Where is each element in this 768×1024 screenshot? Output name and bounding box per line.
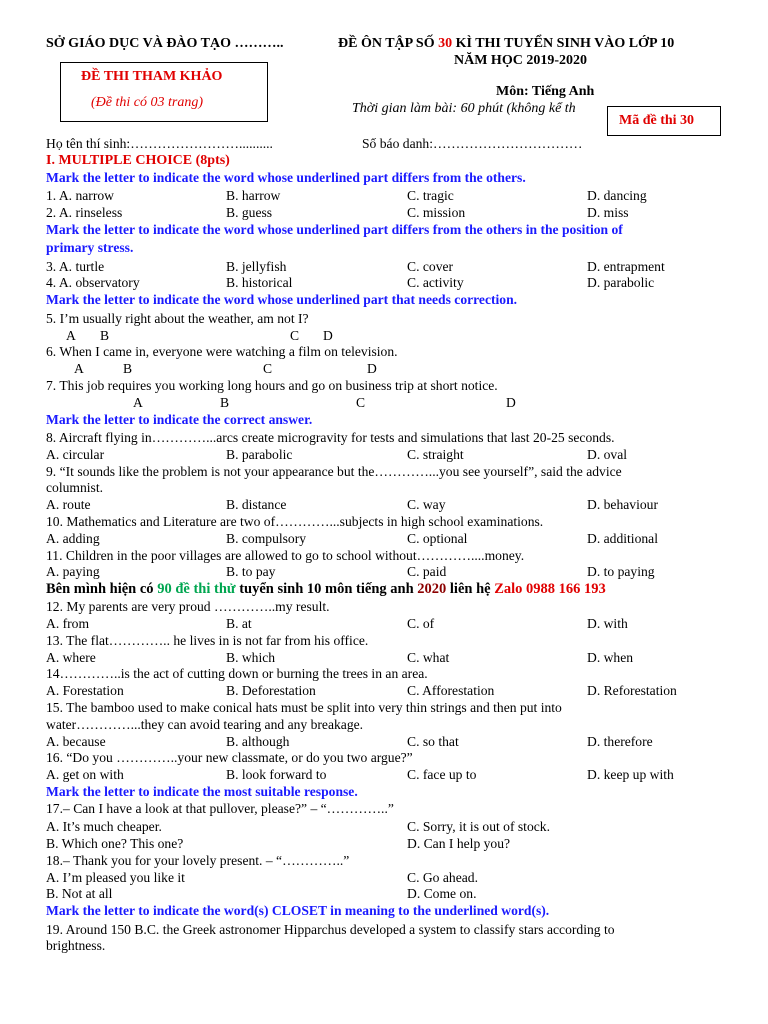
q15-stem: 15. The bamboo used to make conical hats must be split into very thin strings and then put into xyxy=(46,700,562,715)
q8-a: A. circular xyxy=(46,447,105,462)
q14-c: C. Afforestation xyxy=(407,683,495,698)
section-title: I. MULTIPLE CHOICE (8pts) xyxy=(46,153,230,168)
reference-box xyxy=(60,62,268,122)
q8-stem: 8. Aircraft flying in…………...arcs create microgravity for tests and simulations that last 20-25 seconds. xyxy=(46,430,615,445)
q3-a: 3. A. turtle xyxy=(46,259,105,274)
instruction-synonym: Mark the letter to indicate the word(s) CLOSET in meaning to the underlined word(s). xyxy=(46,903,550,918)
page-count: (Đề thi có 03 trang) xyxy=(91,95,203,110)
q9-b: B. distance xyxy=(226,497,287,512)
q15-stem-cont: water…………...they can avoid tearing and any breakage. xyxy=(46,717,364,732)
q12-a: A. from xyxy=(46,616,90,631)
q15-a: A. because xyxy=(46,734,106,749)
q7-stem: 7. This job requires you working long hours and go on business trip at short notice. xyxy=(46,378,498,393)
q2-c: C. mission xyxy=(407,205,466,220)
q14-a: A. Forestation xyxy=(46,683,124,698)
q16-b: B. look forward to xyxy=(226,767,327,782)
q16-stem: 16. “Do you …………..your new classmate, or do you two argue?” xyxy=(46,750,413,765)
reference-title: ĐỀ THI THAM KHẢO xyxy=(81,69,223,84)
q12-d: D. with xyxy=(587,616,628,631)
q5-letter-d: D xyxy=(323,328,333,343)
q6-stem: 6. When I came in, everyone were watching a film on television. xyxy=(46,344,398,359)
q18-a: A. I’m pleased you like it xyxy=(46,870,185,885)
promo-banner: Bên mình hiện có 90 đề thi thử tuyển sinh 10 môn tiếng anh 2020 liên hệ Zalo 0988 166 193 xyxy=(46,581,606,597)
q10-d: D. additional xyxy=(587,531,658,546)
q11-b: B. to pay xyxy=(226,564,276,579)
q19-stem-cont: brightness. xyxy=(46,938,106,953)
q6-letter-b: B xyxy=(123,361,133,376)
q15-c: C. so that xyxy=(407,734,459,749)
instruction-correction: Mark the letter to indicate the word whose underlined part that needs correction. xyxy=(46,292,518,307)
q16-d: D. keep up with xyxy=(587,767,674,782)
q4-a: 4. A. observatory xyxy=(46,275,140,290)
q7-letter-b: B xyxy=(220,395,230,410)
instruction-stress-1: Mark the letter to indicate the word whose underlined part differs from the others in the position of xyxy=(46,222,623,237)
q4-b: B. historical xyxy=(226,275,293,290)
q13-b: B. which xyxy=(226,650,276,665)
department: SỞ GIÁO DỤC VÀ ĐÀO TẠO ……….. xyxy=(46,36,284,51)
q7-letter-d: D xyxy=(506,395,516,410)
candidate-name-field: Họ tên thí sinh:…………………….......... xyxy=(46,136,273,151)
q6-letter-c: C xyxy=(263,361,273,376)
q12-stem: 12. My parents are very proud …………..my result. xyxy=(46,599,330,614)
q18-stem: 18.– Thank you for your lovely present. – “…………..” xyxy=(46,853,350,868)
q13-a: A. where xyxy=(46,650,96,665)
q4-c: C. activity xyxy=(407,275,464,290)
q11-c: C. paid xyxy=(407,564,447,579)
q10-stem: 10. Mathematics and Literature are two of…………...subjects in high school examinations. xyxy=(46,514,544,529)
q15-d: D. therefore xyxy=(587,734,653,749)
q5-stem: 5. I’m usually right about the weather, am not I? xyxy=(46,311,309,326)
q8-c: C. straight xyxy=(407,447,464,462)
q1-a: 1. A. narrow xyxy=(46,188,114,203)
q13-stem: 13. The flat………….. he lives in is not far from his office. xyxy=(46,633,369,648)
q11-stem: 11. Children in the poor villages are allowed to go to school without…………....money. xyxy=(46,548,525,563)
q9-c: C. way xyxy=(407,497,446,512)
q12-b: B. at xyxy=(226,616,252,631)
q3-c: C. cover xyxy=(407,259,454,274)
q7-letter-c: C xyxy=(356,395,366,410)
instruction-stress-2: primary stress. xyxy=(46,240,134,255)
q17-stem: 17.– Can I have a look at that pullover, please?” – “…………..” xyxy=(46,801,394,816)
q9-a: A. route xyxy=(46,497,91,512)
exam-code: Mã đề thi 30 xyxy=(619,113,695,128)
q3-d: D. entrapment xyxy=(587,259,665,274)
q13-d: D. when xyxy=(587,650,634,665)
q7-letter-a: A xyxy=(133,395,143,410)
q6-letter-d: D xyxy=(367,361,377,376)
q1-c: C. tragic xyxy=(407,188,454,203)
q5-letter-a: A xyxy=(66,328,76,343)
q3-b: B. jellyfish xyxy=(226,259,287,274)
q10-c: C. optional xyxy=(407,531,468,546)
q2-d: D. miss xyxy=(587,205,629,220)
instruction-correct-answer: Mark the letter to indicate the correct answer. xyxy=(46,412,313,427)
q17-b: B. Which one? This one? xyxy=(46,836,184,851)
q9-stem: 9. “It sounds like the problem is not your appearance but the…………...you see yourself”, said the advice xyxy=(46,464,622,479)
time-limit: Thời gian làm bài: 60 phút (không kể th xyxy=(352,101,576,116)
q16-c: C. face up to xyxy=(407,767,477,782)
instruction-response: Mark the letter to indicate the most suitable response. xyxy=(46,784,358,799)
q9-stem-cont: columnist. xyxy=(46,480,104,495)
q1-b: B. harrow xyxy=(226,188,281,203)
q8-b: B. parabolic xyxy=(226,447,293,462)
q18-d: D. Come on. xyxy=(407,886,477,901)
q17-a: A. It’s much cheaper. xyxy=(46,819,162,834)
q19-stem: 19. Around 150 B.C. the Greek astronomer Hipparchus developed a system to classify stars according to xyxy=(46,922,615,937)
q10-b: B. compulsory xyxy=(226,531,307,546)
q17-c: C. Sorry, it is out of stock. xyxy=(407,819,550,834)
q5-letter-b: B xyxy=(100,328,110,343)
q14-d: D. Reforestation xyxy=(587,683,677,698)
q10-a: A. adding xyxy=(46,531,100,546)
school-year: NĂM HỌC 2019-2020 xyxy=(454,53,587,68)
q5-letter-c: C xyxy=(290,328,300,343)
q2-b: B. guess xyxy=(226,205,273,220)
exam-code-box xyxy=(607,106,721,136)
candidate-number-field: Số báo danh:…………………………… xyxy=(362,136,583,151)
q11-d: D. to paying xyxy=(587,564,655,579)
subject: Môn: Tiếng Anh xyxy=(496,84,595,99)
q18-b: B. Not at all xyxy=(46,886,113,901)
q12-c: C. of xyxy=(407,616,435,631)
q14-b: B. Deforestation xyxy=(226,683,316,698)
q4-d: D. parabolic xyxy=(587,275,655,290)
q17-d: D. Can I help you? xyxy=(407,836,511,851)
q8-d: D. oval xyxy=(587,447,628,462)
exam-title: ĐỀ ÔN TẬP SỐ 30 KÌ THI TUYỂN SINH VÀO LỚP 10 xyxy=(338,36,675,51)
q18-c: C. Go ahead. xyxy=(407,870,478,885)
q6-letter-a: A xyxy=(74,361,84,376)
q13-c: C. what xyxy=(407,650,450,665)
q1-d: D. dancing xyxy=(587,188,647,203)
q2-a: 2. A. rinseless xyxy=(46,205,123,220)
q9-d: D. behaviour xyxy=(587,497,658,512)
instruction-pronunciation: Mark the letter to indicate the word whose underlined part differs from the others. xyxy=(46,170,526,185)
q16-a: A. get on with xyxy=(46,767,124,782)
q14-stem: 14…………..is the act of cutting down or burning the trees in an area. xyxy=(46,666,428,681)
q15-b: B. although xyxy=(226,734,290,749)
q11-a: A. paying xyxy=(46,564,100,579)
